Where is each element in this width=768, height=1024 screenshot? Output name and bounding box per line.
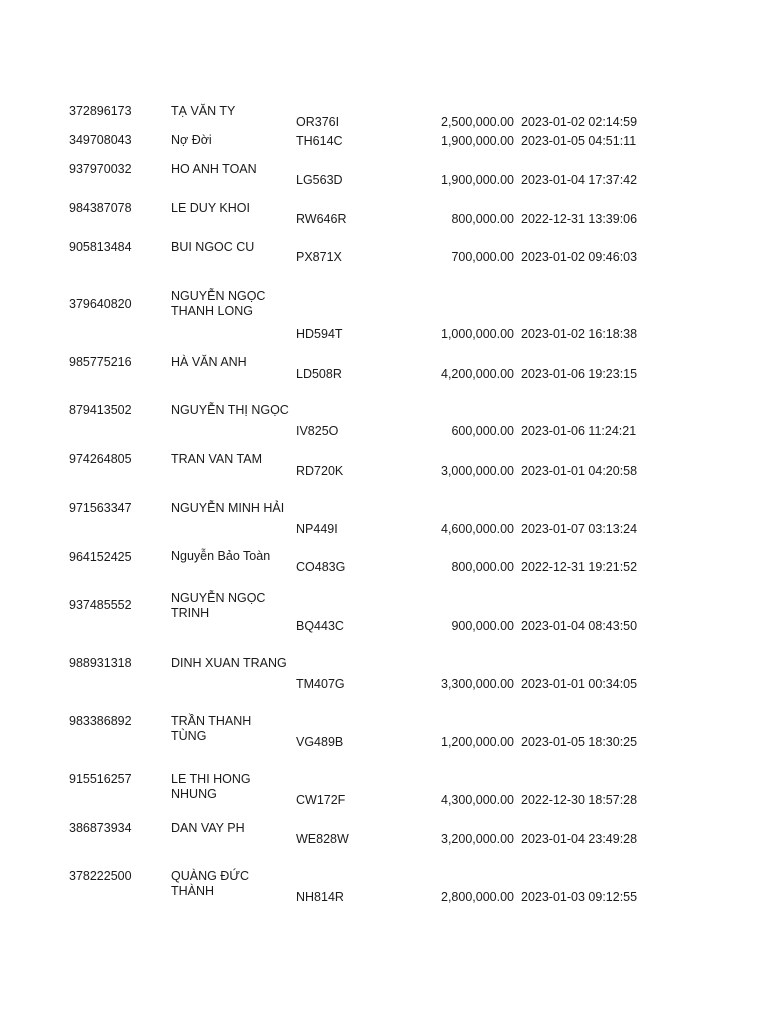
datetime-cell: 2023-01-03 09:12:55 (521, 890, 638, 904)
datetime-cell: 2023-01-07 03:13:24 (521, 522, 638, 536)
amount-cell: 600,000.00 (451, 424, 514, 438)
name-cell: LE THI HONG NHUNG (171, 772, 251, 801)
phone-cell: 964152425 (69, 550, 132, 564)
amount-cell: 1,000,000.00 (441, 327, 514, 341)
phone-cell: 379640820 (69, 297, 132, 311)
code-cell: CW172F (296, 793, 346, 807)
amount-cell: 3,200,000.00 (441, 832, 514, 846)
amount-cell: 900,000.00 (451, 619, 514, 633)
phone-cell: 983386892 (69, 714, 132, 728)
amount-cell: 800,000.00 (451, 212, 514, 226)
datetime-cell: 2023-01-05 04:51:11 (521, 134, 637, 148)
amount-cell: 3,000,000.00 (441, 464, 514, 478)
name-cell: DAN VAY PH (171, 821, 245, 835)
name-cell: NGUYỄN NGỌC TRINH (171, 591, 266, 620)
datetime-cell: 2023-01-04 23:49:28 (521, 832, 638, 846)
amount-cell: 800,000.00 (451, 560, 514, 574)
code-cell: VG489B (296, 735, 344, 749)
amount-cell: 1,900,000.00 (441, 134, 514, 148)
code-cell: RD720K (296, 464, 344, 478)
phone-cell: 985775216 (69, 355, 132, 369)
phone-cell: 378222500 (69, 869, 132, 883)
amount-cell: 2,500,000.00 (441, 115, 514, 129)
phone-cell: 974264805 (69, 452, 132, 466)
code-cell: CO483G (296, 560, 346, 574)
code-cell: RW646R (296, 212, 347, 226)
code-cell: PX871X (296, 250, 342, 264)
code-cell: IV825O (296, 424, 339, 438)
datetime-cell: 2023-01-02 09:46:03 (521, 250, 638, 264)
datetime-cell: 2022-12-30 18:57:28 (521, 793, 638, 807)
code-cell: NH814R (296, 890, 344, 904)
code-cell: BQ443C (296, 619, 344, 633)
datetime-cell: 2022-12-31 13:39:06 (521, 212, 638, 226)
code-cell: TM407G (296, 677, 345, 691)
name-cell: NGUYỄN MINH HẢI (171, 501, 285, 515)
phone-cell: 937970032 (69, 162, 132, 176)
name-cell: QUÀNG ĐỨC THÀNH (171, 869, 250, 898)
phone-cell: 937485552 (69, 598, 132, 612)
name-cell: HÀ VĂN ANH (171, 355, 247, 369)
datetime-cell: 2023-01-01 00:34:05 (521, 677, 638, 691)
name-cell: TRAN VAN TAM (171, 452, 262, 466)
name-cell: BUI NGOC CU (171, 240, 255, 254)
name-cell: Nợ Đời (171, 133, 212, 147)
phone-cell: 988931318 (69, 656, 132, 670)
datetime-cell: 2023-01-04 08:43:50 (521, 619, 638, 633)
name-cell: LE DUY KHOI (171, 201, 250, 215)
datetime-cell: 2023-01-06 11:24:21 (521, 424, 637, 438)
datetime-cell: 2023-01-04 17:37:42 (521, 173, 638, 187)
amount-cell: 3,300,000.00 (441, 677, 514, 691)
code-cell: OR376I (296, 115, 340, 129)
phone-cell: 915516257 (69, 772, 132, 786)
phone-cell: 386873934 (69, 821, 132, 835)
code-cell: WE828W (296, 832, 349, 846)
phone-cell: 971563347 (69, 501, 132, 515)
code-cell: TH614C (296, 134, 343, 148)
phone-cell: 905813484 (69, 240, 132, 254)
amount-cell: 1,900,000.00 (441, 173, 514, 187)
code-cell: HD594T (296, 327, 343, 341)
phone-cell: 879413502 (69, 403, 132, 417)
phone-cell: 349708043 (69, 133, 132, 147)
phone-cell: 984387078 (69, 201, 132, 215)
name-cell: TẠ VĂN TY (171, 104, 236, 118)
name-cell: TRẦN THANH TÙNG (171, 714, 252, 743)
datetime-cell: 2023-01-02 02:14:59 (521, 115, 638, 129)
code-cell: NP449I (296, 522, 338, 536)
name-cell: DINH XUAN TRANG (171, 656, 287, 670)
datetime-cell: 2022-12-31 19:21:52 (521, 560, 638, 574)
amount-cell: 4,200,000.00 (441, 367, 514, 381)
datetime-cell: 2023-01-06 19:23:15 (521, 367, 638, 381)
datetime-cell: 2023-01-02 16:18:38 (521, 327, 638, 341)
code-cell: LD508R (296, 367, 342, 381)
amount-cell: 4,600,000.00 (441, 522, 514, 536)
phone-cell: 372896173 (69, 104, 132, 118)
amount-cell: 700,000.00 (451, 250, 514, 264)
datetime-cell: 2023-01-01 04:20:58 (521, 464, 638, 478)
amount-cell: 2,800,000.00 (441, 890, 514, 904)
amount-cell: 1,200,000.00 (441, 735, 514, 749)
name-cell: NGUYỄN NGỌC THANH LONG (171, 289, 266, 318)
name-cell: NGUYỄN THỊ NGỌC (171, 403, 289, 417)
amount-cell: 4,300,000.00 (441, 793, 514, 807)
datetime-cell: 2023-01-05 18:30:25 (521, 735, 638, 749)
code-cell: LG563D (296, 173, 343, 187)
name-cell: HO ANH TOAN (171, 162, 257, 176)
name-cell: Nguyễn Bảo Toàn (171, 549, 271, 563)
